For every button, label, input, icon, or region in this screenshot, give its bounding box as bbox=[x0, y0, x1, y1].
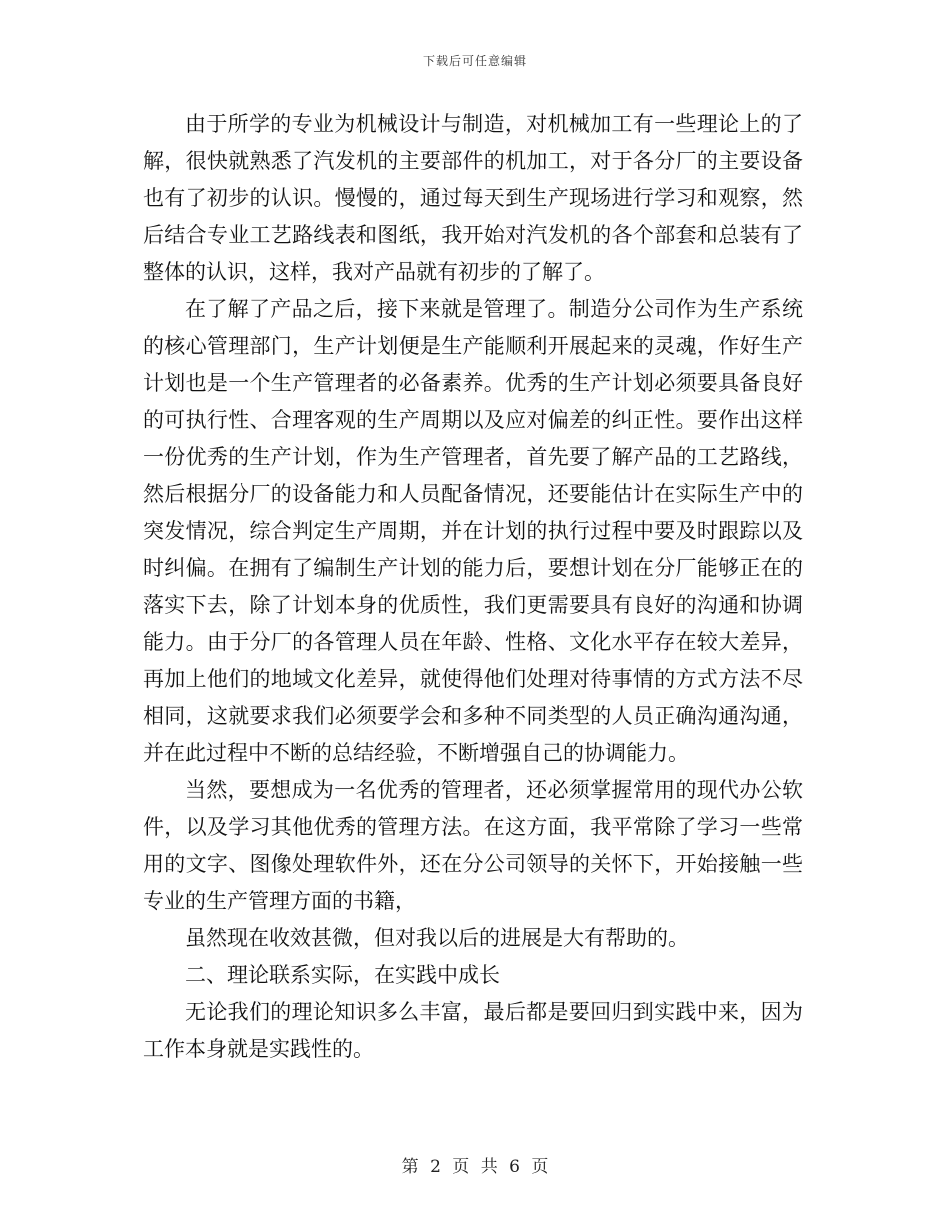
section-heading: 二、理论联系实际，在实践中成长 bbox=[185, 963, 500, 987]
paragraph-3: 当然，要想成为一名优秀的管理者，还必须掌握常用的现代办公软件，以及学习其他优秀的管理方法。在这方面，我平常除了学习一些常用的文字、图像处理软件外，还在分公司领导的关怀下，开始接触一些专业的生产管理方面的书籍， bbox=[143, 778, 803, 913]
paragraph-5: 无论我们的理论知识多么丰富，最后都是要回归到实践中来，因为工作本身就是实践性的。 bbox=[143, 1000, 803, 1061]
document-body bbox=[143, 106, 803, 1068]
paragraph-1: 由于所学的专业为机械设计与制造，对机械加工有一些理论上的了解，很快就熟悉了汽发机的主要部件的机加工，对于各分厂的主要设备也有了初步的认识。慢慢的，通过每天到生产现场进行学习和观察，然后结合专业工艺路线表和图纸，我开始对汽发机的各个部套和总装有了整体的认识，这样，我对产品就有初步的了解了。 bbox=[143, 112, 803, 284]
page-number: 第 2 页 共 6 页 bbox=[401, 1157, 549, 1177]
page-header: 下载后可任意编辑 bbox=[422, 54, 527, 68]
paragraph-2: 在了解了产品之后，接下来就是管理了。制造分公司作为生产系统的核心管理部门，生产计划便是生产能顺利开展起来的灵魂，作好生产计划也是一个生产管理者的必备素养。优秀的生产计划必须要具备良好的可执行性、合理客观的生产周期以及应对偏差的纠正性。要作出这样一份优秀的生产计划，作为生产管理者，首先要了解产品的工艺路线，然后根据分厂的设备能力和人员配备情况，还要能估计在实际生产中的突发情况，综合判定生产周期，并在计划的执行过程中要及时跟踪以及时纠偏。在拥有了编制生产计划的能力后，要想计划在分厂能够正在的落实下去，除了计划本身的优质性，我们更需要具有良好的沟通和协调能力。由于分厂的各管理人员在年龄、性格、文化水平存在较大差异，再加上他们的地域文化差异，就使得他们处理对待事情的方式方法不尽相同，这就要求我们必须要学会和多种不同类型的人员正确沟通沟通，并在此过程中不断的总结经验，不断增强自己的协调能力。 bbox=[143, 297, 803, 765]
paragraph-4: 虽然现在收效甚微，但对我以后的进展是大有帮助的。 bbox=[185, 926, 689, 950]
